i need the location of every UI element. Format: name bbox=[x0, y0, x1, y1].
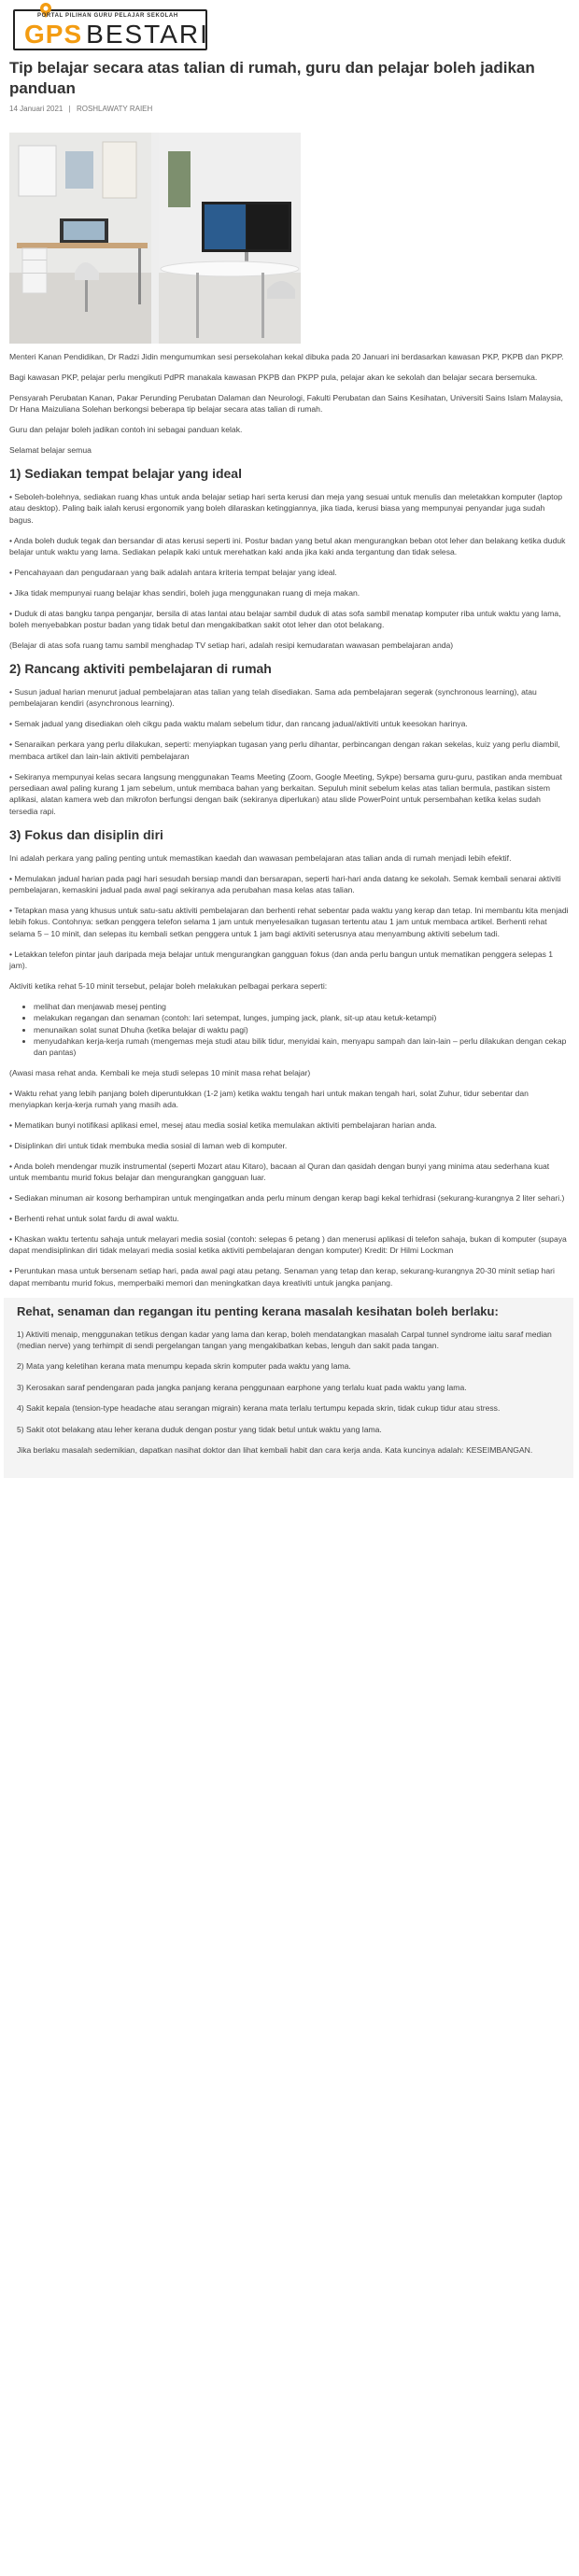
article-meta bbox=[0, 99, 579, 125]
site-logo[interactable] bbox=[13, 2, 209, 52]
intro-paragraph: Selamat belajar semua bbox=[9, 445, 92, 456]
section-paragraph: • Anda boleh duduk tegak dan bersandar di atas kerusi seperti ini. Postur badan yang betul akan mengurangkan beban otot leher dan belakang ketika duduk belajar untuk waktu yang lama. Sediakan pelapik kaki untuk merehatkan kaki anda jika kaki anda tergantung dan tidak selesa. bbox=[9, 535, 566, 557]
section-paragraph: • Memulakan jadual harian pada pagi hari sesudah bersiap mandi dan bersarapan, seperti hari-hari anda datang ke sekolah. Semak kembali senarai aktiviti pembelajaran, kemaskini jadual pada awal pagi sekiranya ada perubahan masa kelas atas talian. bbox=[9, 873, 561, 894]
section-heading-2: 2) Rancang aktiviti pembelajaran di rumah bbox=[9, 661, 272, 676]
section-paragraph: • Jika tidak mempunyai ruang belajar khas sendiri, boleh juga menggunakan ruang di meja makan. bbox=[9, 587, 360, 598]
section-paragraph: • Mematikan bunyi notifikasi aplikasi emel, mesej atau media sosial ketika memulakan aktiviti pembelajaran harian anda. bbox=[9, 1120, 437, 1131]
section-paragraph: • Tetapkan masa yang khusus untuk satu-satu aktiviti pembelajaran dan berhenti rehat sebentar pada waktu yang kerap dan tetap. Ini membantu kita menjadi lebih fokus. Contohnya: setkan penggera telefon selama 1 jam untuk menyelesaikan tugasan tertentu atau 1 jam untuk membaca artikel. Berhenti rehat selama 5 – 10 minit, dan selepas itu kembali setkan penggera untuk 1 jam bagi aktiviti seterusnya atau menyambung aktiviti sebelum tadi. bbox=[9, 905, 569, 938]
callout-item: 1) Aktiviti menaip, menggunakan tetikus dengan kadar yang lama dan kerap, boleh mendatangkan masalah Carpal tunnel syndrome iaitu saraf median (median nerve) yang terhimpit di sendi pergelangan tangan yang mengakibatkan kebas, lenguh dan sakit pada tangan. bbox=[17, 1329, 552, 1351]
section-paragraph: • Senaraikan perkara yang perlu dilakukan, seperti: menyiapkan tugasan yang perlu dihantar, perbincangan dengan rakan sekelas, kuiz yang perlu diambil, membaca artikel dan lain-lain aktiviti pembelajaran bbox=[9, 739, 560, 761]
section-paragraph: • Peruntukan masa untuk bersenam setiap hari, pada awal pagi atau petang. Senaman yang tetap dan kerap, sekurang-kurangnya 20-30 minit setiap hari dapat membantu murid fokus, memperbaiki memori dan meningkatkan daya kreativiti untuk jangka panjang. bbox=[9, 1266, 555, 1288]
section-paragraph: • Letakkan telefon pintar jauh daripada meja belajar untuk mengurangkan gangguan fokus (dan anda perlu bangun untuk mematikan penggera selepas 1 jam). bbox=[9, 949, 554, 970]
callout-item: 2) Mata yang keletihan kerana mata menumpu kepada skrin komputer pada waktu yang lama. bbox=[17, 1361, 351, 1372]
intro-paragraph: Pensyarah Perubatan Kanan, Pakar Perunding Perubatan Dalaman dan Neurologi, Fakulti Perubatan dan Sains Kesihatan, Universiti Sains Islam Malaysia, Dr Hana Maizuliana Solehan berkongsi beberapa tip belajar secara atas talian di rumah. bbox=[9, 392, 563, 415]
article-body bbox=[0, 351, 579, 1478]
health-callout-box bbox=[4, 1298, 573, 1479]
intro-paragraph: Guru dan pelajar boleh jadikan contoh ini sebagai panduan kelak. bbox=[9, 425, 243, 435]
logo-bestari: BESTARI bbox=[86, 20, 209, 49]
section-paragraph: • Semak jadual yang disediakan oleh cikgu pada waktu malam sebelum tidur, dan rancang jadual/aktiviti untuk keesokan harinya. bbox=[9, 719, 468, 729]
section-heading-1: 1) Sediakan tempat belajar yang ideal bbox=[9, 465, 242, 481]
logo-gps: GPS bbox=[24, 20, 83, 49]
section-paragraph: • Waktu rehat yang lebih panjang boleh diperuntukkan (1-2 jam) ketika waktu tengah hari untuk makan tengah hari, solat Zuhur, tidur sebentar dan menyiapkan kerja-kerja rumah yang masih ada. bbox=[9, 1088, 529, 1110]
section-paragraph: • Seboleh-bolehnya, sediakan ruang khas untuk anda belajar setiap hari serta kerusi dan meja yang sesuai untuk menulis dan meletakkan komputer (laptop atau desktop). Paling baik ialah kerusi ergonomik yang boleh dilaraskan ketinggiannya, jika tiada, kerusi biasa yang mempunyai penyandar juga sudah bagus. bbox=[9, 491, 563, 525]
article-author[interactable]: ROSHLAWATY RAIEH bbox=[76, 105, 153, 113]
callout-closing: Jika berlaku masalah sedemikian, dapatkan nasihat doktor dan lihat kembali habit dan cara kerja anda. Kata kuncinya adalah: KESEIMBANGAN. bbox=[17, 1445, 533, 1456]
intro-paragraph: Bagi kawasan PKP, pelajar perlu mengikuti PdPR manakala kawasan PKPB dan PKPP pula, pelajar akan ke sekolah dan belajar secara bersemuka. bbox=[9, 372, 538, 382]
section-paragraph: • Disiplinkan diri untuk tidak membuka media sosial di laman web di komputer. bbox=[9, 1140, 288, 1150]
callout-heading: Rehat, senaman dan regangan itu penting kerana masalah kesihatan boleh berlaku: bbox=[17, 1303, 499, 1318]
section-paragraph: Ini adalah perkara yang paling penting untuk memastikan kaedah dan wawasan pembelajaran atas talian anda di rumah menjadi lebih efektif. bbox=[9, 852, 512, 863]
list-item: • melakukan regangan dan senaman (contoh: lari setempat, lunges, jumping jack, plank, sit-up atau ketuk-ketampi) bbox=[34, 1012, 570, 1023]
section-paragraph: • Sekiranya mempunyai kelas secara langsung menggunakan Teams Meeting (Zoom, Google Meeting, Sykpe) bersama guru-guru, pastikan anda membuat persediaan awal paling kurang 1 jam sebelum, untuk membaca bahan yang berkaitan. Sepuluh minit sebelum kelas atas talian bermula, pastikan sistem aplikasi, alatan kamera web dan mikrofon berfungsi dengan baik (sekiranya diperlukan) atau slide PowerPoint untuk persembahan ketika kelas sudah tersedia rapi. bbox=[9, 771, 562, 816]
article-date: 14 Januari 2021 bbox=[9, 105, 64, 113]
callout-item: 4) Sakit kepala (tension-type headache atau serangan migrain) kerana mata terlalu tertumpu kepada skrin, tidak cukup tidur atau stress. bbox=[17, 1403, 501, 1414]
section-paragraph: • Anda boleh mendengar muzik instrumental (seperti Mozart atau Kitaro), bacaan al Quran dan qasidah dengan bunyi yang minima atau sederhana kuat untuk membantu murid fokus belajar dan mengurangkan gangguan luar. bbox=[9, 1161, 550, 1183]
section-paragraph: • Berhenti rehat untuk solat fardu di awal waktu. bbox=[9, 1214, 179, 1224]
logo-wordmark bbox=[24, 21, 209, 49]
site-header bbox=[0, 0, 579, 54]
section-paragraph: • Duduk di atas bangku tanpa penganjar, bersila di atas lantai atau belajar sambil duduk di atas sofa sambil menatap komputer riba untuk waktu yang lama, boleh menyebabkan postur badan yang tidak betul dan mengakibatkan sakit otot leher dan otot belakang. bbox=[9, 608, 561, 630]
list-item: • menyudahkan kerja-kerja rumah (mengemas meja studi atau bilik tidur, menyidai kain, menyapu sampah dan lain-lain – perlu dilakukan dengan cekap dan pantas) bbox=[34, 1035, 570, 1059]
callout-item: 5) Sakit otot belakang atau leher kerana duduk dengan postur yang tidak betul untuk waktu yang lama. bbox=[17, 1424, 382, 1434]
callout-item: 3) Kerosakan saraf pendengaran pada jangka panjang kerana penggunaan earphone yang terlalu kuat pada waktu yang lama. bbox=[17, 1382, 467, 1392]
hero-image bbox=[9, 133, 301, 344]
list-item: • menunaikan solat sunat Dhuha (ketika belajar di waktu pagi) bbox=[34, 1024, 570, 1035]
section-heading-3: 3) Fokus dan disiplin diri bbox=[9, 826, 163, 842]
desk-photo bbox=[9, 133, 301, 344]
intro-paragraph: Menteri Kanan Pendidikan, Dr Radzi Jidin mengumumkan sesi persekolahan kekal dibuka pada 20 Januari ini berdasarkan kawasan PKP, PKPB dan PKPP. bbox=[9, 352, 564, 361]
meta-separator: | bbox=[68, 105, 71, 113]
list-item: • melihat dan menjawab mesej penting bbox=[34, 1001, 570, 1012]
section-paragraph: Aktiviti ketika rehat 5-10 minit tersebut, pelajar boleh melakukan pelbagai perkara seperti: bbox=[9, 980, 328, 991]
section-paragraph: • Pencahayaan dan pengudaraan yang baik adalah antara kriteria tempat belajar yang ideal. bbox=[9, 567, 337, 577]
logo-tagline: PORTAL PILIHAN GURU PELAJAR SEKOLAH bbox=[37, 13, 178, 19]
section-paragraph: (Belajar di atas sofa ruang tamu sambil menghadap TV setiap hari, adalah resipi kemudaratan wawasan pembelajaran anda) bbox=[9, 640, 454, 651]
section-paragraph: • Susun jadual harian menurut jadual pembelajaran atas talian yang telah disediakan. Sama ada pembelajaran segerak (synchronous learning), atau pembelajaran kendiri (asynchronous learning). bbox=[9, 687, 537, 709]
section-paragraph: (Awasi masa rehat anda. Kembali ke meja studi selepas 10 minit masa rehat belajar) bbox=[9, 1067, 311, 1077]
section-paragraph: • Sediakan minuman air kosong berhampiran untuk mengingatkan anda perlu minum dengan kerap bagi kekal terhidrasi (sekurang-kurangnya 2 liter sehari.) bbox=[9, 1193, 565, 1204]
break-activities-list bbox=[9, 1001, 570, 1059]
article-title: Tip belajar secara atas talian di rumah, guru dan pelajar boleh jadikan panduan bbox=[9, 59, 535, 97]
section-paragraph: • Khaskan waktu tertentu sahaja untuk melayari media sosial (contoh: selepas 6 petang ) dan menerusi aplikasi di telefon sahaja, bukan di komputer (supaya dapat mendisiplinkan diri tidak melayari media sosial ketika aktiviti pembelajaran dengan komputer) Kredit: Dr Hilmi Lockman bbox=[9, 1234, 567, 1256]
